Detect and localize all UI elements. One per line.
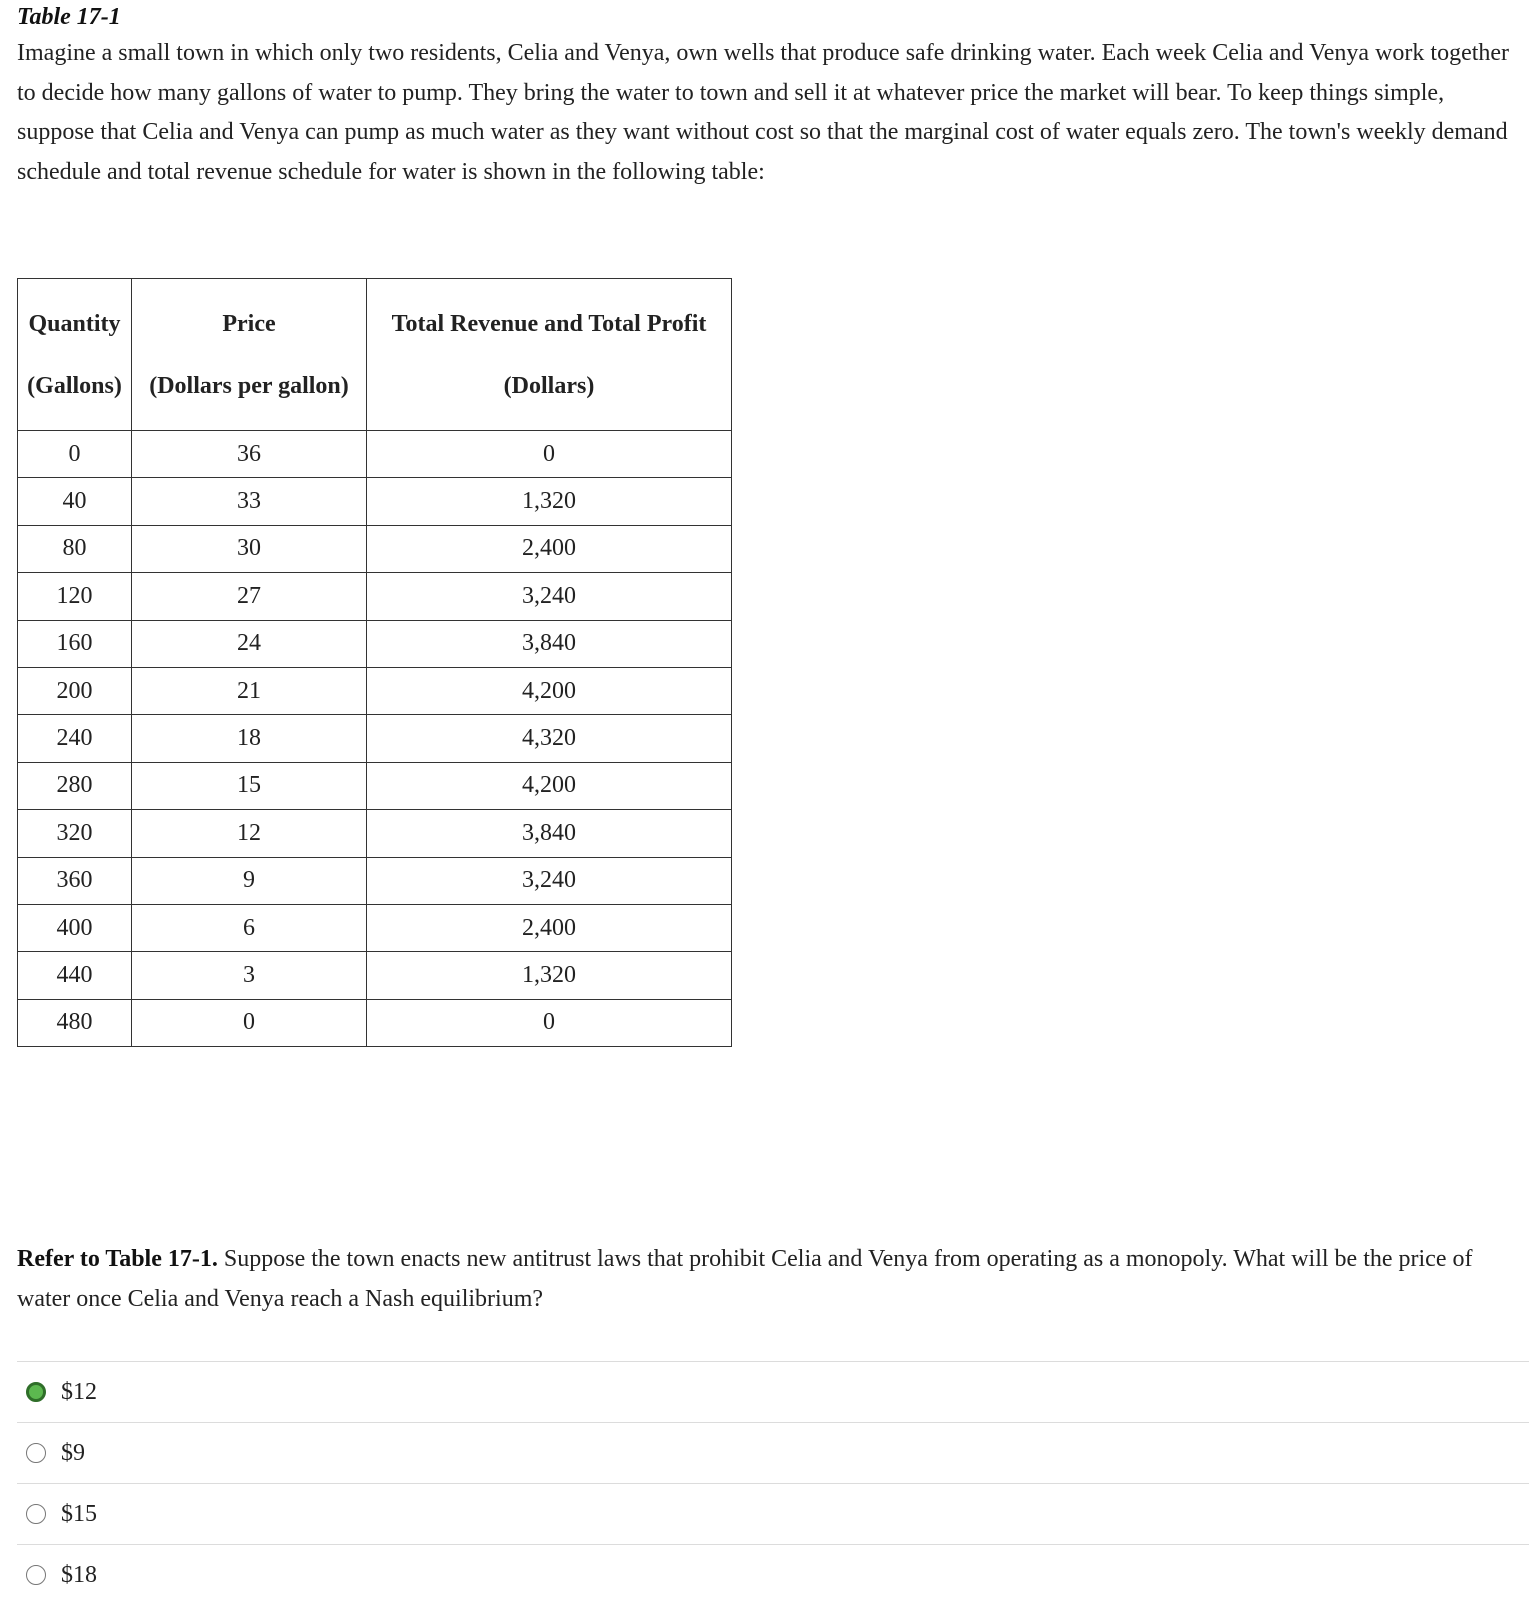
table-row <box>18 667 732 714</box>
cell-price: 27 <box>132 573 367 620</box>
cell-total-revenue: 3,240 <box>367 573 732 620</box>
cell-price: 36 <box>132 431 367 478</box>
answer-label: $18 <box>61 1561 97 1588</box>
radio-unselected-icon[interactable] <box>26 1443 46 1463</box>
cell-price: 9 <box>132 857 367 904</box>
answer-options <box>17 1361 1529 1605</box>
cell-quantity: 360 <box>18 857 132 904</box>
cell-total-revenue: 4,200 <box>367 667 732 714</box>
cell-price: 12 <box>132 810 367 857</box>
table-row <box>18 999 732 1046</box>
cell-total-revenue: 3,840 <box>367 810 732 857</box>
cell-total-revenue: 0 <box>367 999 732 1046</box>
cell-quantity: 160 <box>18 620 132 667</box>
cell-quantity: 280 <box>18 762 132 809</box>
cell-quantity: 80 <box>18 525 132 572</box>
header-quantity <box>18 279 132 431</box>
cell-price: 33 <box>132 478 367 525</box>
question-container <box>17 0 1522 1588</box>
table-row <box>18 857 732 904</box>
question-text <box>17 1240 1522 1319</box>
demand-schedule-table <box>17 278 732 1047</box>
answer-option[interactable] <box>17 1483 1529 1544</box>
cell-total-revenue: 0 <box>367 431 732 478</box>
answer-label: $15 <box>61 1500 97 1527</box>
table-row <box>18 620 732 667</box>
cell-price: 24 <box>132 620 367 667</box>
cell-price: 0 <box>132 999 367 1046</box>
cell-quantity: 0 <box>18 431 132 478</box>
table-body <box>18 431 732 1047</box>
question-body: Suppose the town enacts new antitrust laws that prohibit Celia and Venya from operating as a monopoly. What will be the price of water once Celia and Venya reach a Nash equilibrium? <box>17 1246 1473 1312</box>
table-row <box>18 762 732 809</box>
table-header-row <box>18 279 732 431</box>
cell-total-revenue: 3,840 <box>367 620 732 667</box>
cell-quantity: 400 <box>18 904 132 951</box>
cell-quantity: 480 <box>18 999 132 1046</box>
cell-total-revenue: 3,240 <box>367 857 732 904</box>
cell-total-revenue: 1,320 <box>367 952 732 999</box>
cell-price: 3 <box>132 952 367 999</box>
answer-label: $12 <box>61 1378 97 1405</box>
header-price-line1: Price <box>222 310 276 337</box>
header-total-revenue-line1: Total Revenue and Total Profit <box>391 310 707 337</box>
header-quantity-line1: Quantity <box>28 310 121 337</box>
table-row <box>18 525 732 572</box>
header-price-line2: (Dollars per gallon) <box>149 372 349 399</box>
header-quantity-line2: (Gallons) <box>27 372 122 399</box>
answer-option[interactable] <box>17 1422 1529 1483</box>
table-row <box>18 573 732 620</box>
table-row <box>18 952 732 999</box>
table-title: Table 17-1 <box>17 4 121 30</box>
answer-option[interactable] <box>17 1361 1529 1422</box>
cell-quantity: 320 <box>18 810 132 857</box>
header-total-revenue-line2: (Dollars) <box>503 372 595 399</box>
header-price <box>132 279 367 431</box>
table-row <box>18 715 732 762</box>
cell-quantity: 240 <box>18 715 132 762</box>
table-row <box>18 431 732 478</box>
cell-price: 30 <box>132 525 367 572</box>
cell-total-revenue: 1,320 <box>367 478 732 525</box>
table-row <box>18 478 732 525</box>
radio-unselected-icon[interactable] <box>26 1504 46 1524</box>
cell-quantity: 440 <box>18 952 132 999</box>
cell-quantity: 120 <box>18 573 132 620</box>
cell-price: 18 <box>132 715 367 762</box>
answer-label: $9 <box>61 1439 85 1466</box>
cell-quantity: 40 <box>18 478 132 525</box>
radio-selected-icon[interactable] <box>26 1382 46 1402</box>
table-row <box>18 904 732 951</box>
cell-price: 21 <box>132 667 367 714</box>
answer-option[interactable] <box>17 1544 1529 1605</box>
radio-unselected-icon[interactable] <box>26 1565 46 1585</box>
cell-total-revenue: 4,320 <box>367 715 732 762</box>
cell-quantity: 200 <box>18 667 132 714</box>
table-row <box>18 810 732 857</box>
cell-price: 6 <box>132 904 367 951</box>
cell-price: 15 <box>132 762 367 809</box>
cell-total-revenue: 4,200 <box>367 762 732 809</box>
intro-paragraph: Imagine a small town in which only two residents, Celia and Venya, own wells that produce safe drinking water. Each week Celia and Venya work together to decide how many gallons of water to pump. They bring the water to town and sell it at whatever price the market will bear. To keep things simple, suppose that Celia and Venya can pump as much water as they want without cost so that the marginal cost of water equals zero. The town's weekly demand schedule and total revenue schedule for water is shown in the following table: <box>17 40 1510 185</box>
cell-total-revenue: 2,400 <box>367 904 732 951</box>
header-total-revenue <box>367 279 732 431</box>
question-reference: Refer to Table 17-1. <box>17 1246 218 1272</box>
cell-total-revenue: 2,400 <box>367 525 732 572</box>
